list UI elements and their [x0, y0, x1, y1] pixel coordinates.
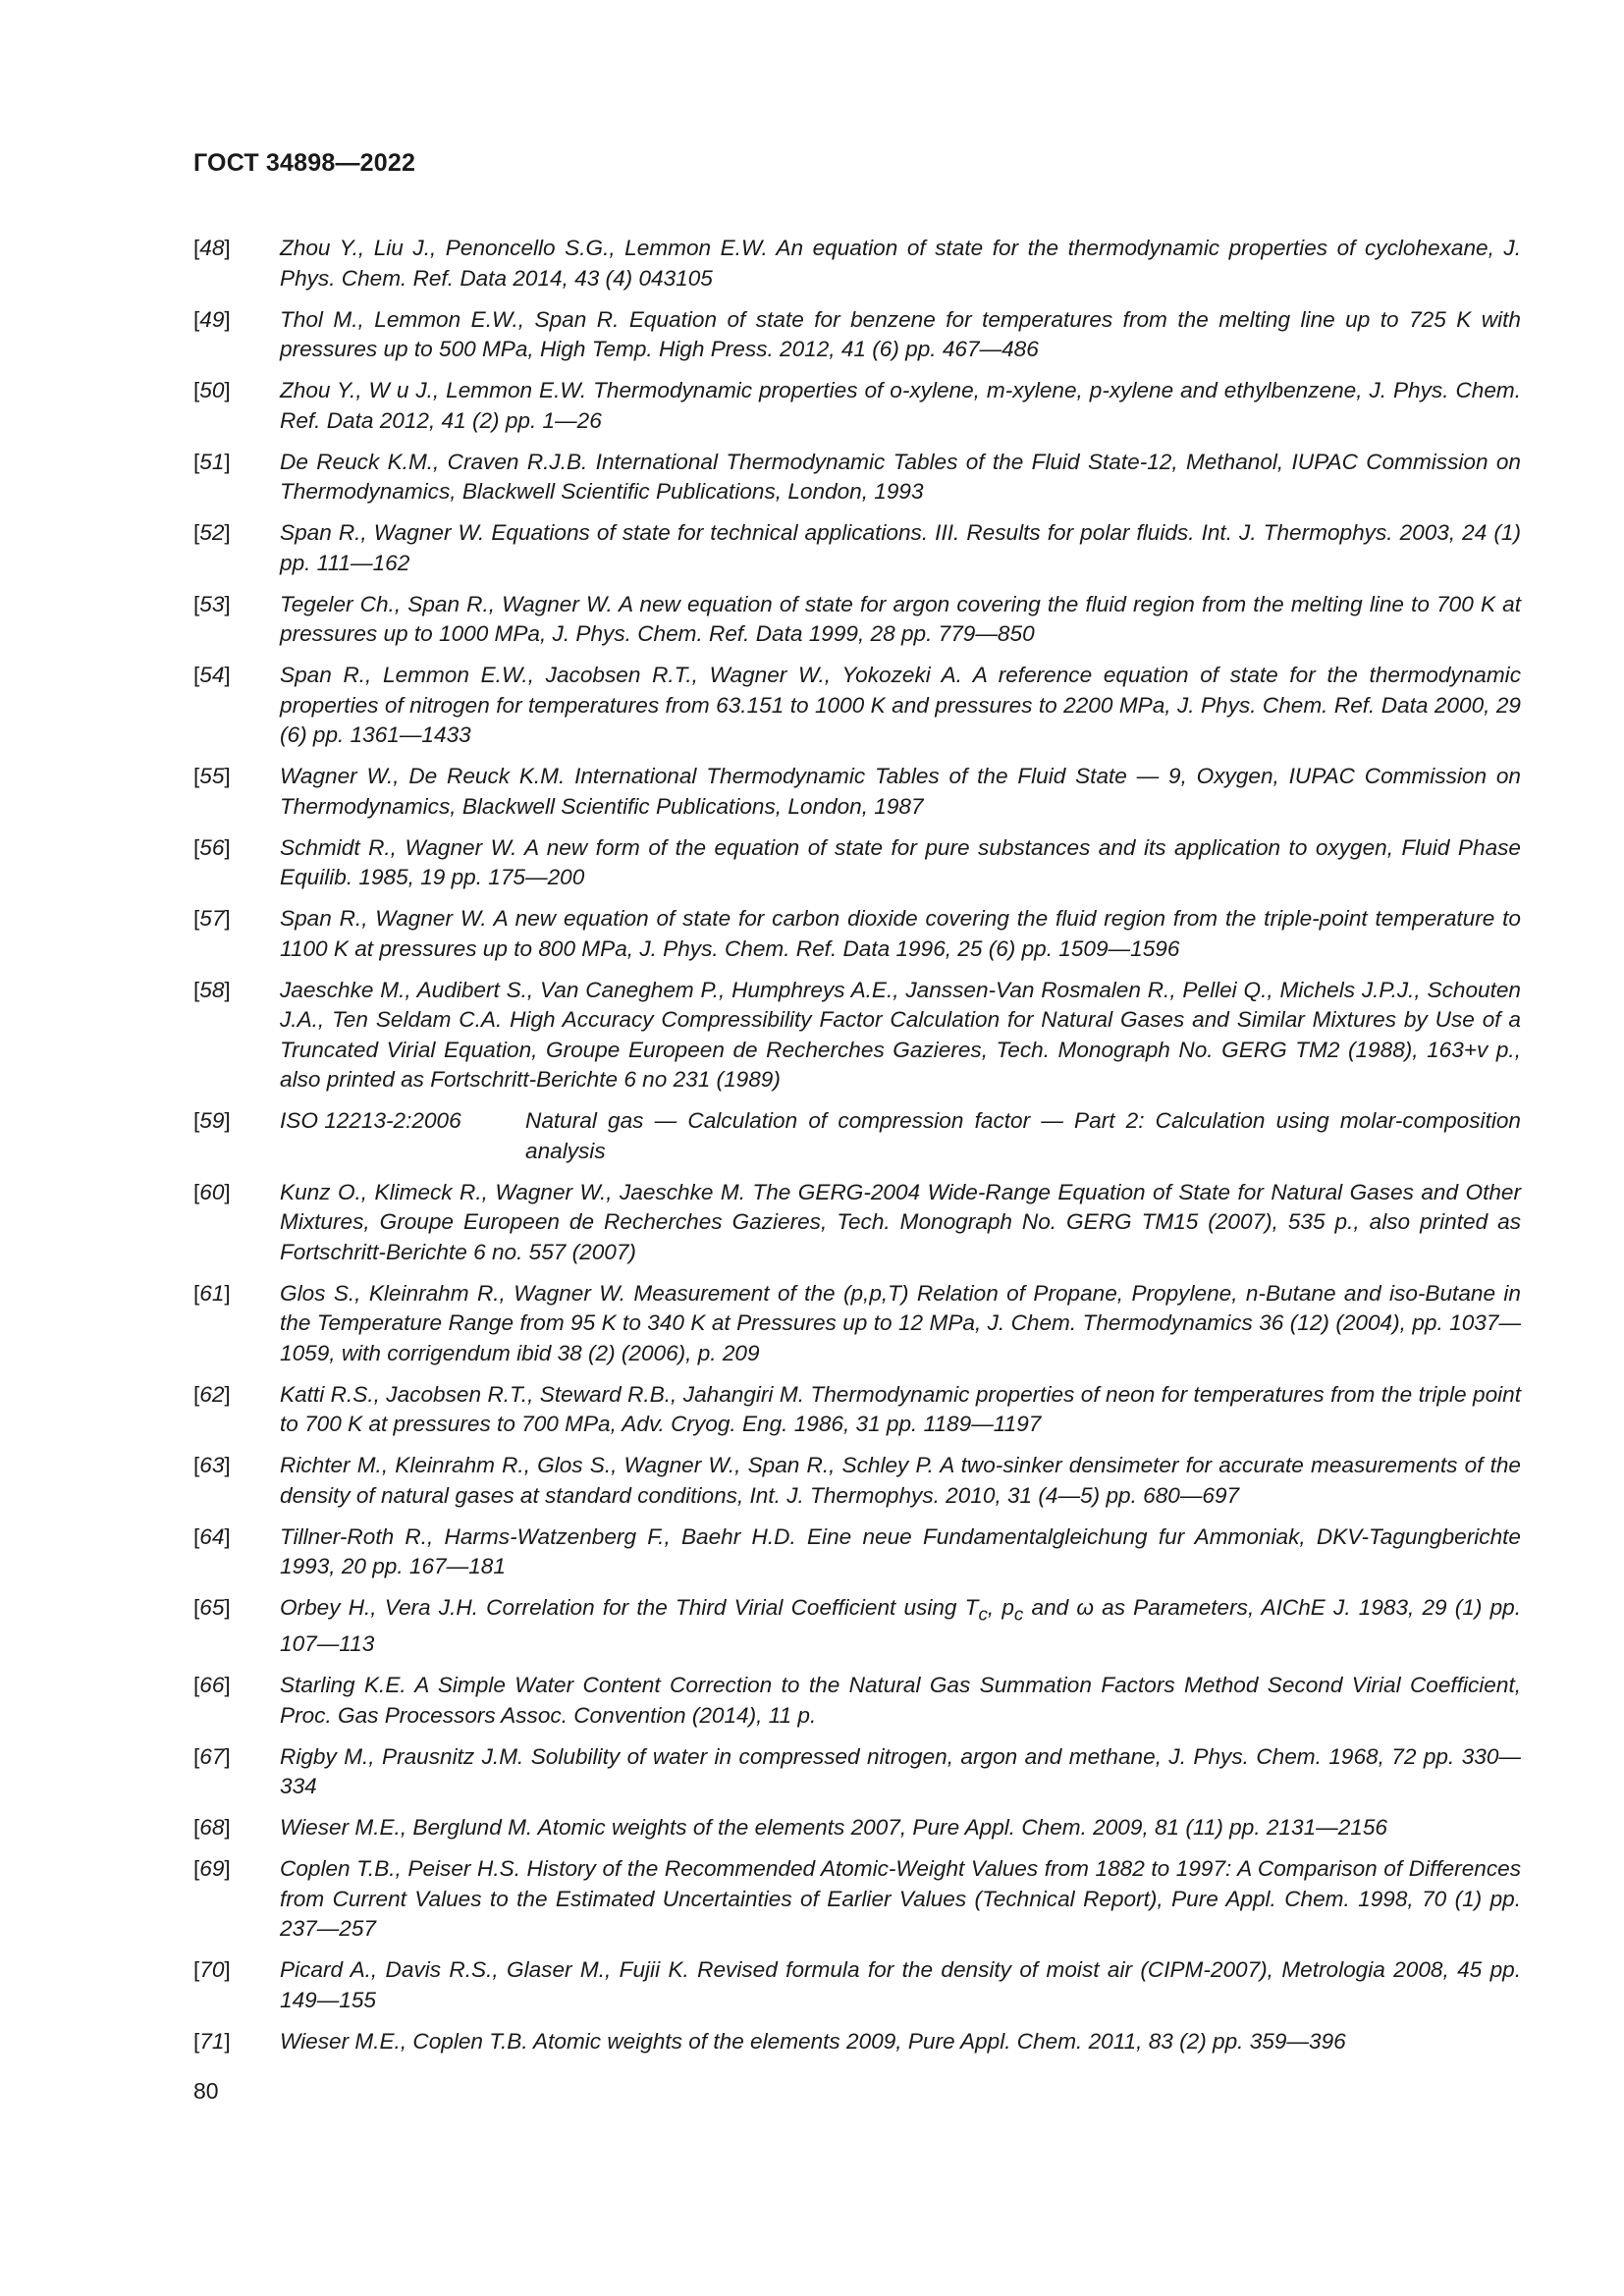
reference-number: [55] [193, 764, 231, 788]
reference-text: Orbey H., Vera J.H. Correlation for the Third Virial Coefficient using $T_c$, $p_c$ and ω as Parameters, AIChE J. 1983, 29 (1) pp. 107—113 [280, 1595, 1521, 1657]
reference-item [193, 1279, 1521, 1369]
reference-number: [50] [193, 378, 231, 402]
reference-item [193, 1813, 1521, 1843]
reference-number: [57] [193, 906, 231, 931]
standard-code: ISO 12213-2:2006 [280, 1108, 461, 1133]
reference-number: [71] [193, 2028, 231, 2054]
reference-text: Rigby M., Prausnitz J.M. Solubility of water in compressed nitrogen, argon and methane, J. Phys. Chem. 1968, 72 pp. 330—334 [280, 1743, 1521, 1799]
reference-item [193, 661, 1521, 751]
reference-item [193, 234, 1521, 294]
reference-text: Tegeler Ch., Span R., Wagner W. A new equation of state for argon covering the fluid region from the melting line to 700 K at pressures up to 1000 MPa, J. Phys. Chem. Ref. Data 1999, 28 pp. 779—850 [280, 591, 1521, 646]
reference-item [193, 376, 1521, 436]
reference-number: [68] [193, 1815, 231, 1841]
reference-number: [48] [193, 236, 231, 260]
reference-item [193, 762, 1521, 822]
page-number: 80 [193, 2078, 219, 2104]
reference-item [193, 2027, 1521, 2057]
reference-number: [62] [193, 1381, 231, 1407]
reference-item [193, 518, 1521, 578]
reference-item [193, 976, 1521, 1095]
reference-text: Span R., Lemmon E.W., Jacobsen R.T., Wagner W., Yokozeki A. A reference equation of state for the thermodynamic properties of nitrogen for temperatures from 63.151 to 1000 K and pressures to 2200 MPa, J. Phys. Chem. Ref. Data 2000, 29 (6) pp. 1361—1433 [280, 663, 1521, 747]
reference-number: [64] [193, 1523, 231, 1549]
reference-number: [63] [193, 1453, 231, 1477]
reference-item [193, 1593, 1521, 1660]
reference-item [193, 1178, 1521, 1268]
reference-number: [53] [193, 591, 231, 616]
reference-item [193, 590, 1521, 650]
reference-number: [51] [193, 449, 231, 474]
reference-number: [59] [193, 1108, 231, 1133]
reference-number: [66] [193, 1673, 231, 1698]
reference-text: Zhou Y., Liu J., Penoncello S.G., Lemmon E.W. An equation of state for the thermodynamic properties of cyclohexane, J. Phys. Chem. Ref. Data 2014, 43 (4) 043105 [280, 236, 1521, 291]
reference-text: Katti R.S., Jacobsen R.T., Steward R.B., Jahangiri M. Thermodynamic properties of neon for temperatures from the triple point to 700 K at pressures to 700 MPa, Adv. Cryog. Eng. 1986, 31 pp. 1189—1197 [280, 1381, 1521, 1436]
reference-text: Coplen T.B., Peiser H.S. History of the Recommended Atomic-Weight Values from 1882 to 1997: A Comparison of Differences from Current Values to the Estimated Uncertainties of Earlier Values (Technical Report), Pure Appl. Chem. 1998, 70 (1) pp. 237—257 [280, 1856, 1521, 1942]
reference-item [193, 305, 1521, 365]
reference-number: [69] [193, 1856, 231, 1882]
document-code-header: ГОСТ 34898—2022 [193, 149, 416, 177]
reference-item [193, 904, 1521, 964]
reference-item [193, 1106, 1521, 1166]
reference-text: De Reuck K.M., Craven R.J.B. International Thermodynamic Tables of the Fluid State-12, Methanol, IUPAC Commission on Thermodynamics, Blackwell Scientific Publications, London, 1993 [280, 449, 1521, 504]
reference-number: [58] [193, 977, 231, 1002]
reference-number: [60] [193, 1179, 231, 1204]
reference-text: Zhou Y., W u J., Lemmon E.W. Thermodynamic properties of o-xylene, m-xylene, p-xylene and ethylbenzene, J. Phys. Chem. Ref. Data 2012, 41 (2) pp. 1—26 [280, 378, 1521, 433]
reference-item [193, 1451, 1521, 1511]
reference-text: Span R., Wagner W. A new equation of state for carbon dioxide covering the fluid region from the triple-point temperature to 1100 K at pressures up to 800 MPa, J. Phys. Chem. Ref. Data 1996, 25 (6) pp. 1509—1596 [280, 906, 1521, 961]
reference-item [193, 1671, 1521, 1731]
reference-text: Wieser M.E., Coplen T.B. Atomic weights of the elements 2009, Pure Appl. Chem. 2011, 83 (2) pp. 359—396 [280, 2028, 1346, 2054]
reference-text: Starling K.E. A Simple Water Content Correction to the Natural Gas Summation Factors Method Second Virial Coefficient, Proc. Gas Processors Assoc. Convention (2014), 11 p. [280, 1673, 1521, 1728]
reference-text: Richter M., Kleinrahm R., Glos S., Wagner W., Span R., Schley P. A two-sinker densimeter for accurate measurements of the density of natural gases at standard conditions, Int. J. Thermophys. 2010, 31 (4—5) pp. 680—697 [280, 1453, 1521, 1508]
reference-item [193, 1955, 1521, 2015]
reference-number: [61] [193, 1280, 231, 1306]
reference-text: Wieser M.E., Berglund M. Atomic weights of the elements 2007, Pure Appl. Chem. 2009, 81 (11) pp. 2131—2156 [280, 1815, 1387, 1841]
reference-item [193, 1854, 1521, 1945]
reference-text: Kunz O., Klimeck R., Wagner W., Jaeschke M. The GERG-2004 Wide-Range Equation of State for Natural Gases and Other Mixtures, Groupe Europeen de Recherches Gazieres, Tech. Monograph No. GERG TM15 (2007), 535 p., also printed as Fortschritt-Berichte 6 no. 557 (2007) [280, 1179, 1521, 1264]
reference-text: Wagner W., De Reuck K.M. International Thermodynamic Tables of the Fluid State — 9, Oxygen, IUPAC Commission on Thermodynamics, Blackwell Scientific Publications, London, 1987 [280, 764, 1521, 819]
reference-number: [67] [193, 1743, 231, 1769]
reference-number: [54] [193, 663, 231, 687]
reference-item [193, 1522, 1521, 1582]
reference-item [193, 448, 1521, 507]
reference-text: Schmidt R., Wagner W. A new form of the equation of state for pure substances and its application to oxygen, Fluid Phase Equilib. 1985, 19 pp. 175—200 [280, 834, 1521, 889]
reference-number: [70] [193, 1957, 231, 1983]
reference-text: Picard A., Davis R.S., Glaser M., Fujii K. Revised formula for the density of moist air (CIPM-2007), Metrologia 2008, 45 pp. 149—155 [280, 1957, 1521, 2012]
standard-reference [280, 1106, 1521, 1166]
reference-text: Span R., Wagner W. Equations of state for technical applications. III. Results for polar fluids. Int. J. Thermophys. 2003, 24 (1) pp. 111—162 [280, 520, 1521, 575]
reference-text: Thol M., Lemmon E.W., Span R. Equation of state for benzene for temperatures from the melting line up to 725 K with pressures up to 500 MPa, High Temp. High Press. 2012, 41 (6) pp. 467—486 [280, 306, 1521, 361]
reference-number: [52] [193, 520, 231, 545]
reference-text: Tillner-Roth R., Harms-Watzenberg F., Baehr H.D. Eine neue Fundamentalgleichung fur Ammoniak, DKV-Tagungberichte 1993, 20 pp. 167—181 [280, 1523, 1521, 1578]
reference-list [193, 234, 1521, 2068]
reference-number: [65] [193, 1595, 231, 1620]
reference-item [193, 1742, 1521, 1802]
reference-text: Jaeschke M., Audibert S., Van Caneghem P., Humphreys A.E., Janssen-Van Rosmalen R., Pellei Q., Michels J.P.J., Schouten J.A., Ten Seldam C.A. High Accuracy Compressibility Factor Calculation for Natural Gases and Similar Mixtures by Use of a Truncated Virial Equation, Groupe Europeen de Recherches Gazieres, Tech. Monograph No. GERG TM2 (1988), 163+v p., also printed as Fortschritt-Berichte 6 no 231 (1989) [280, 977, 1521, 1092]
reference-number: [49] [193, 306, 231, 332]
reference-text: Glos S., Kleinrahm R., Wagner W. Measurement of the (p,p,T) Relation of Propane, Propylene, n-Butane and iso-Butane in the Temperature Range from 95 K to 340 K at Pressures up to 12 MPa, J. Chem. Thermodynamics 36 (12) (2004), pp. 1037—1059, with corrigendum ibid 38 (2) (2006), p. 209 [280, 1280, 1521, 1365]
reference-item [193, 1380, 1521, 1440]
reference-item [193, 833, 1521, 893]
reference-number: [56] [193, 834, 231, 860]
standard-title: Natural gas — Calculation of compression factor — Part 2: Calculation using molar-composition analysis [525, 1108, 1521, 1163]
